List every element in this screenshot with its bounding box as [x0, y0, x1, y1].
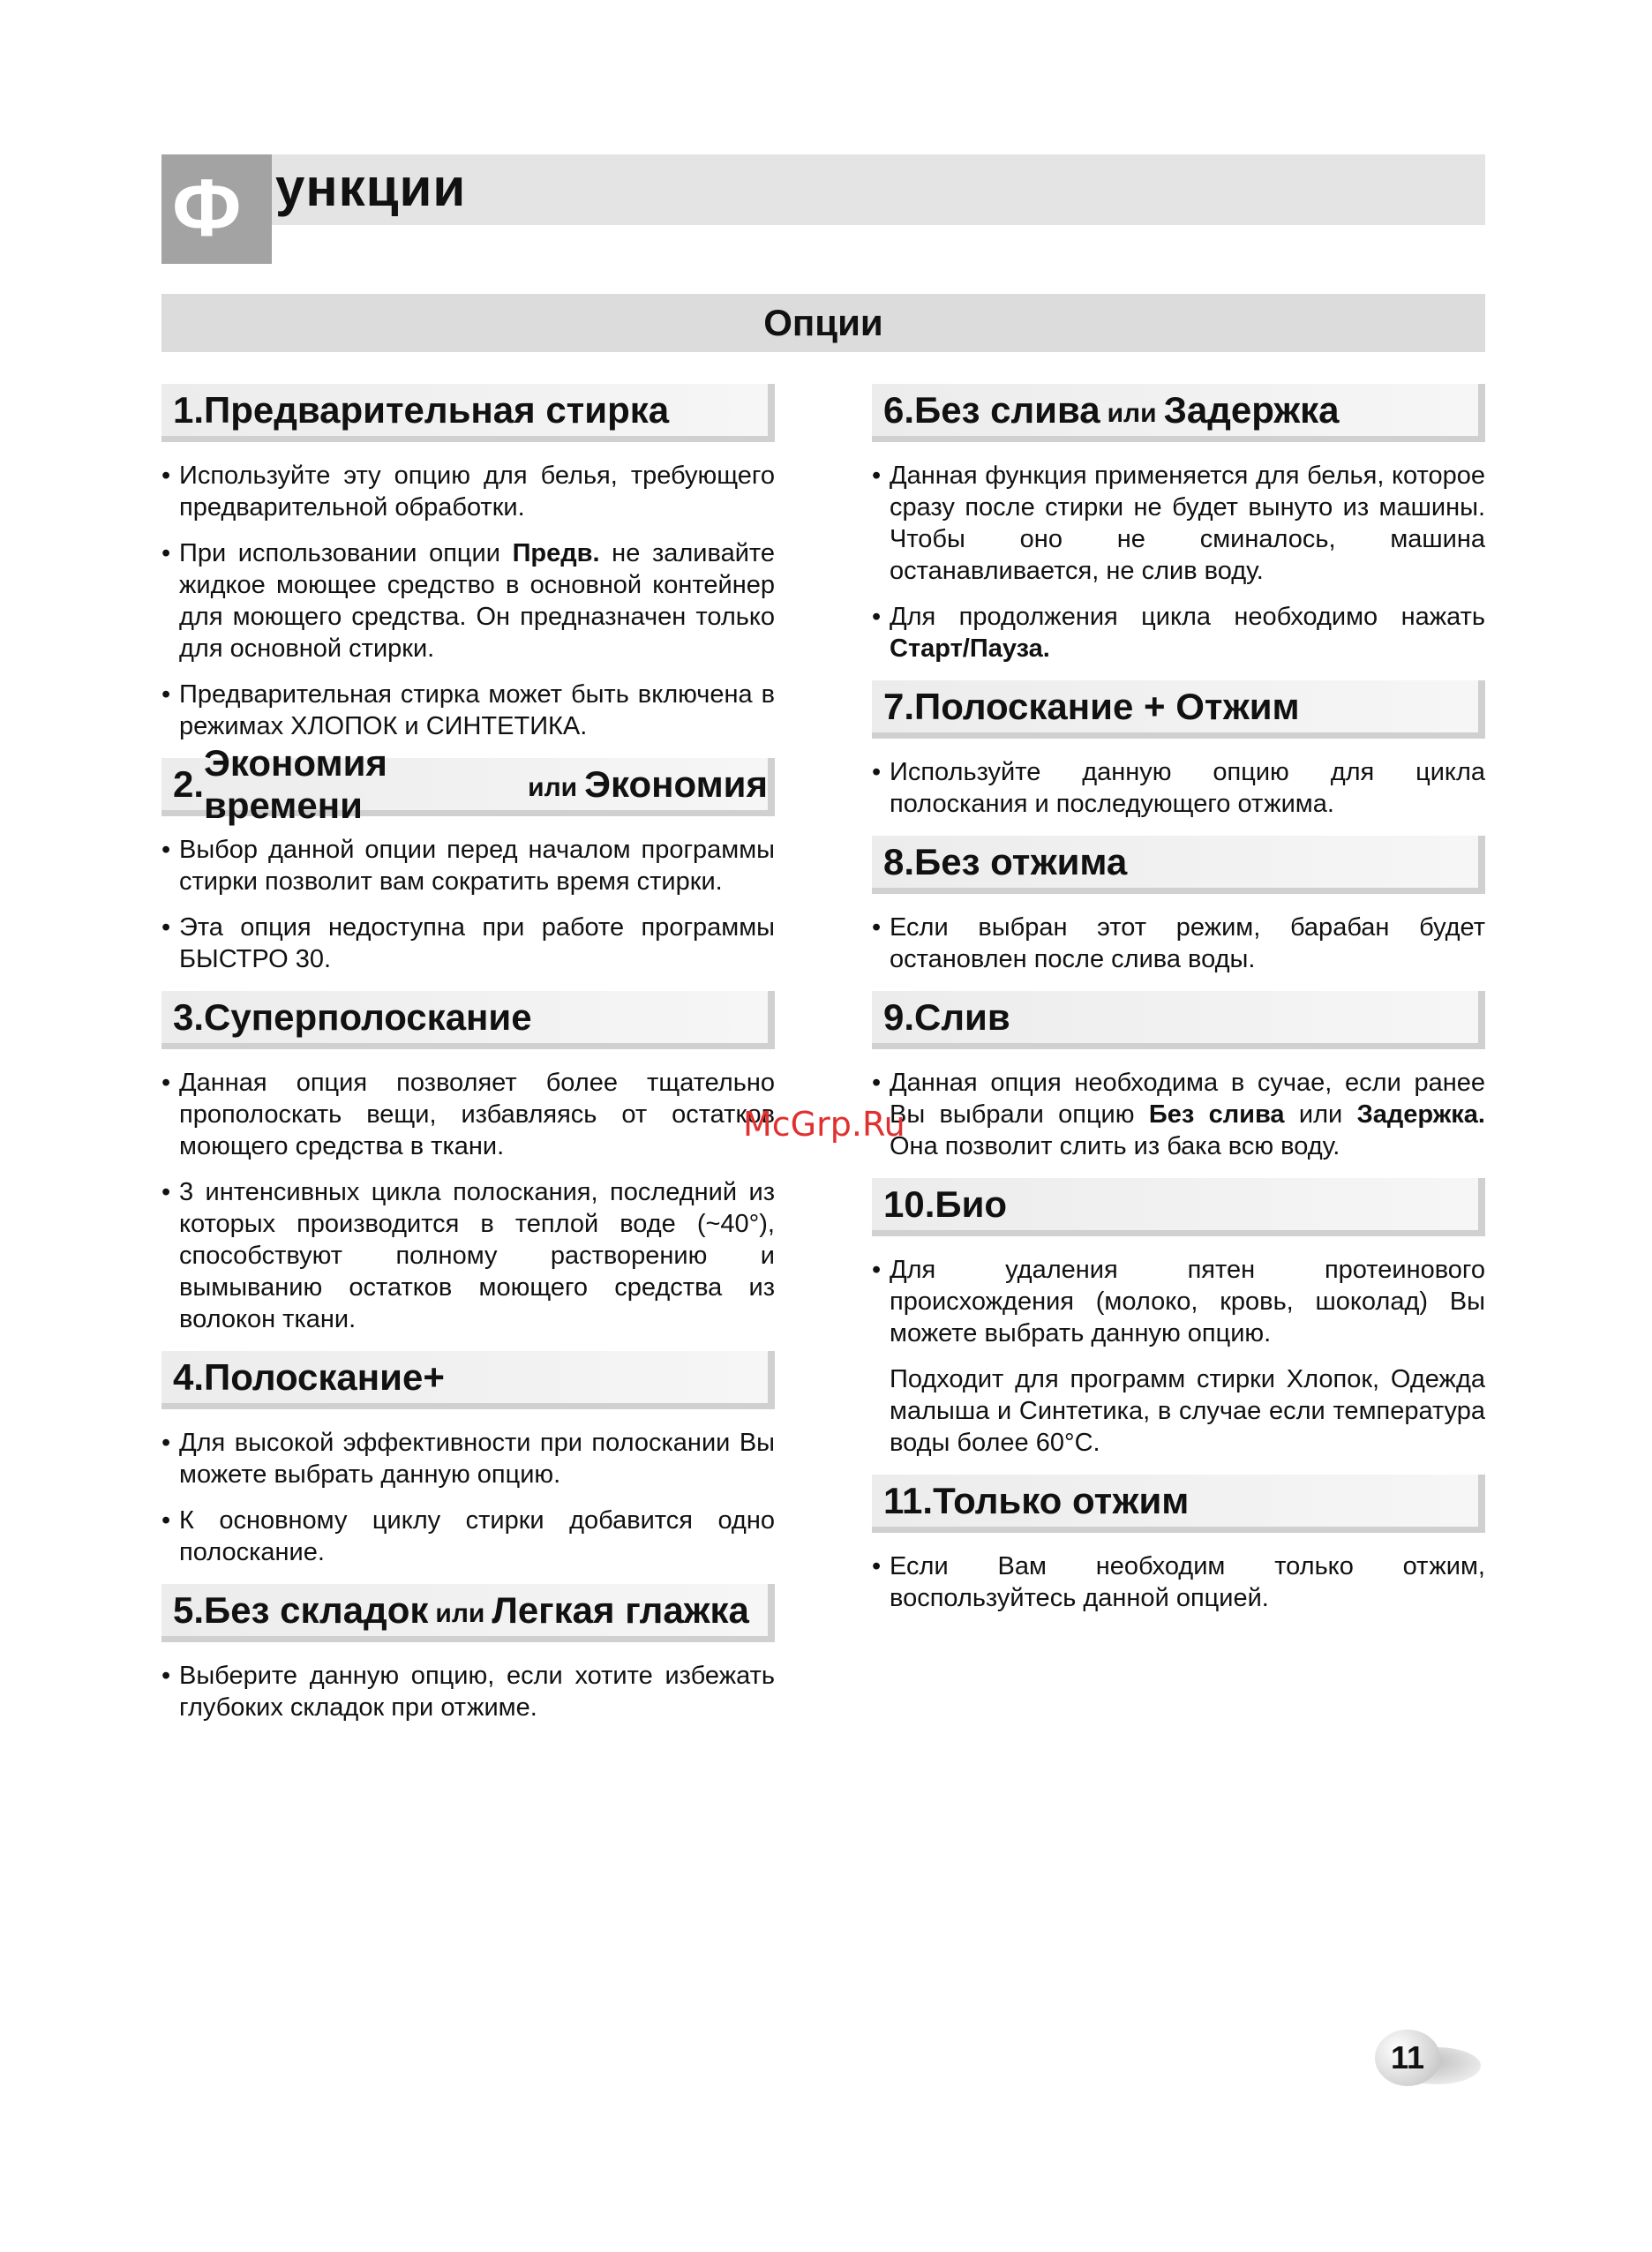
left-column	[161, 384, 775, 1739]
option-title-alt: Задержка	[1163, 388, 1340, 431]
bullet-item	[872, 1067, 1485, 1162]
option-heading	[161, 1351, 775, 1409]
option-title: Био	[935, 1182, 1008, 1225]
text-run: не заливайте жидкое моющее средство в основной контейнер для моющего средства. Он предназначен только для основной стирки.	[179, 539, 775, 663]
text-run: Данная опция позволяет более тщательно прополоскать вещи, избавляясь от остатков моющего средства в ткани.	[179, 1069, 775, 1160]
option-section	[872, 384, 1485, 664]
bullet-item	[161, 460, 775, 523]
option-title: Предварительная стирка	[204, 388, 670, 431]
text-run: При использовании опции	[179, 539, 513, 567]
options-title: Опции	[763, 302, 883, 343]
paragraph	[872, 1363, 1485, 1459]
bold-text: Старт/Пауза.	[890, 634, 1050, 663]
text-run: Для высокой эффективности при полоскании Вы можете выбрать данную опцию.	[179, 1429, 775, 1489]
bullet-item	[161, 537, 775, 664]
option-number: 2.	[173, 762, 205, 805]
option-heading	[161, 741, 775, 826]
option-title: Полоскание + Отжим	[914, 685, 1300, 727]
option-title: Суперполоскание	[204, 995, 532, 1038]
option-or: или	[1107, 398, 1157, 428]
header-letter: Ф	[172, 163, 242, 253]
text-run: Подходит для программ стирки Хлопок, Одежда малыша и Синтетика, в случае если температура воды более 60°C.	[890, 1365, 1485, 1457]
option-title: Без слива	[914, 388, 1100, 431]
bullet-item	[161, 1427, 775, 1490]
option-heading	[161, 991, 775, 1049]
option-number: 6.	[883, 388, 915, 431]
option-number: 11.	[883, 1479, 934, 1521]
option-section	[161, 1351, 775, 1568]
option-heading	[872, 1178, 1485, 1236]
text-run: Выберите данную опцию, если хотите избежать глубоких складок при отжиме.	[179, 1662, 775, 1722]
option-section	[872, 1178, 1485, 1459]
text-run: Предварительная стирка может быть включена в режимах ХЛОПОК и СИНТЕТИКА.	[179, 680, 775, 740]
option-or: или	[435, 1598, 485, 1628]
option-title: Экономия времени	[204, 741, 387, 826]
bullet-item	[161, 679, 775, 742]
option-title: Без отжима	[914, 840, 1128, 882]
option-section	[872, 1475, 1485, 1614]
bullet-item	[161, 1067, 775, 1162]
bullet-item	[161, 912, 775, 975]
option-section	[872, 991, 1485, 1162]
option-or: или	[528, 772, 578, 802]
option-heading	[872, 836, 1485, 894]
option-heading	[872, 384, 1485, 442]
text-run: или	[1284, 1100, 1357, 1129]
option-section	[161, 741, 775, 975]
option-number: 5.	[173, 1588, 205, 1631]
watermark: McGrp.Ru	[743, 1105, 905, 1144]
bullet-item	[872, 912, 1485, 975]
option-title: Слив	[914, 995, 1010, 1038]
option-section	[161, 384, 775, 742]
option-title-alt: Экономия	[584, 762, 768, 805]
text-run: Если Вам необходим только отжим, воспользуйтесь данной опцией.	[890, 1552, 1485, 1612]
right-column	[872, 384, 1485, 1630]
text-run: Эта опция недоступна при работе программы БЫСТРО 30.	[179, 913, 775, 973]
text-run: Выбор данной опции перед началом программы стирки позволит вам сократить время стирки.	[179, 836, 775, 896]
text-run: Она позволит слить из бака всю воду.	[890, 1132, 1340, 1160]
text-run: Если выбран этот режим, барабан будет остановлен после слива воды.	[890, 913, 1485, 973]
text-run: К основному циклу стирки добавится одно полоскание.	[179, 1506, 775, 1566]
page-title: ункции	[275, 158, 467, 217]
text-run: Для удаления пятен протеинового происхождения (молоко, кровь, шоколад) Вы можете выбрать данную опцию.	[890, 1256, 1485, 1347]
bullet-item	[161, 1660, 775, 1723]
option-number: 7.	[883, 685, 915, 727]
text-run: Данная функция применяется для белья, которое сразу после стирки не будет вынуто из машины. Чтобы оно не сминалось, машина останавливается, не слив воду.	[890, 462, 1485, 585]
text-run: Для продолжения цикла необходимо нажать	[890, 603, 1485, 631]
option-section	[872, 680, 1485, 820]
option-title: Без складок	[204, 1588, 429, 1631]
option-number: 10.	[883, 1182, 935, 1225]
option-heading	[161, 384, 775, 442]
options-bar	[161, 294, 1485, 352]
option-title: Полоскание+	[204, 1355, 445, 1398]
bullet-item	[161, 834, 775, 897]
option-number: 3.	[173, 995, 205, 1038]
option-number: 9.	[883, 995, 915, 1038]
option-title-alt: Легкая глажка	[492, 1588, 749, 1631]
bullet-item	[872, 1254, 1485, 1349]
bold-text: Предв.	[512, 539, 600, 567]
option-heading	[872, 680, 1485, 739]
bold-text: Задержка.	[1356, 1100, 1485, 1129]
bullet-item	[872, 756, 1485, 820]
bullet-item	[161, 1176, 775, 1335]
option-heading	[161, 1584, 775, 1642]
option-section	[161, 1584, 775, 1723]
option-number: 4.	[173, 1355, 205, 1398]
bullet-item	[872, 601, 1485, 664]
text-run: Используйте данную опцию для цикла полоскания и последующего отжима.	[890, 758, 1485, 818]
bullet-item	[161, 1505, 775, 1568]
option-number: 1.	[173, 388, 205, 431]
text-run: 3 интенсивных цикла полоскания, последний из которых производится в теплой воде (~40°), способствуют полному растворению и вымыванию остатков моющего средства из волокон ткани.	[179, 1178, 775, 1333]
bold-text: Без слива	[1148, 1100, 1285, 1129]
page-number-badge	[1375, 2030, 1490, 2091]
bullet-item	[872, 460, 1485, 587]
option-section	[161, 991, 775, 1335]
page-number: 11	[1390, 2039, 1425, 2076]
text-run: Используйте эту опцию для белья, требующего предварительной обработки.	[179, 462, 775, 522]
option-section	[872, 836, 1485, 975]
option-title: Только отжим	[933, 1479, 1190, 1521]
option-heading	[872, 991, 1485, 1049]
bullet-item	[872, 1550, 1485, 1614]
option-heading	[872, 1475, 1485, 1533]
option-number: 8.	[883, 840, 915, 882]
text-run: Данная опция необходима в сучае, если ранее Вы выбрали опцию	[890, 1069, 1485, 1129]
